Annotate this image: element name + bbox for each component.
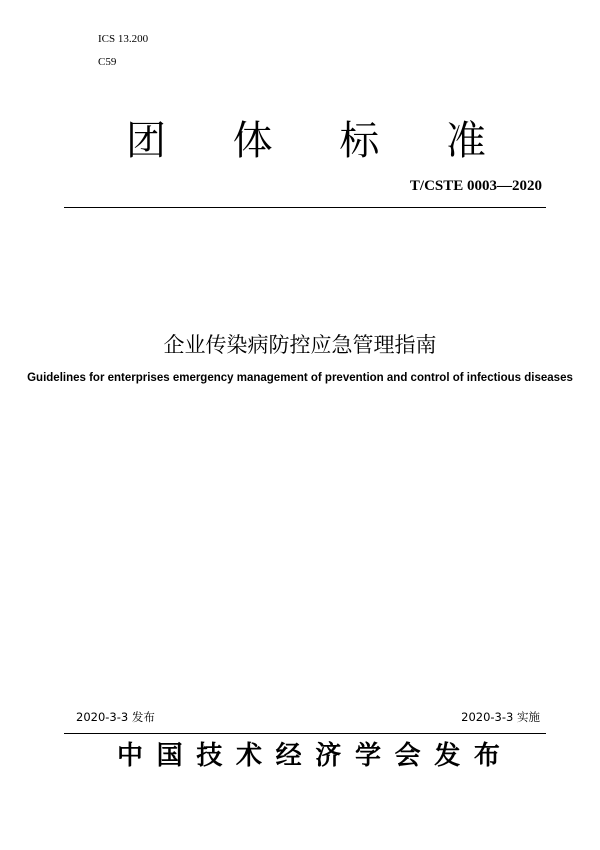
implementation-date: 2020-3-3 实施	[461, 710, 540, 724]
publisher-char: 技	[196, 741, 223, 771]
standard-type-char: 准	[445, 118, 486, 164]
standard-number: T/CSTE 0003—2020	[409, 178, 542, 194]
issue-date: 2020-3-3 发布	[76, 710, 155, 724]
bottom-divider	[64, 733, 546, 734]
publisher-char: 学	[354, 741, 381, 771]
publisher-char: 发	[434, 741, 461, 771]
publisher-char: 术	[235, 741, 262, 771]
ics-code: ICS 13.200	[98, 33, 149, 45]
publisher-char: 会	[394, 741, 421, 771]
publisher-char: 国	[156, 741, 183, 771]
ccs-code: C59	[98, 56, 117, 68]
publisher-char: 经	[275, 741, 302, 771]
publisher-char: 布	[473, 741, 500, 771]
publisher-char: 济	[315, 741, 342, 771]
standard-type-heading	[126, 116, 486, 166]
publisher-char: 中	[117, 741, 144, 771]
title-chinese: 企业传染病防控应急管理指南	[163, 333, 437, 357]
standard-type-char: 标	[339, 118, 380, 164]
title-english: Guidelines for enterprises emergency management of prevention and control of infectious diseases	[27, 372, 573, 384]
top-divider	[64, 207, 546, 208]
standard-type-char: 团	[126, 118, 166, 164]
publisher	[117, 739, 500, 773]
standard-type-char: 体	[232, 118, 273, 164]
